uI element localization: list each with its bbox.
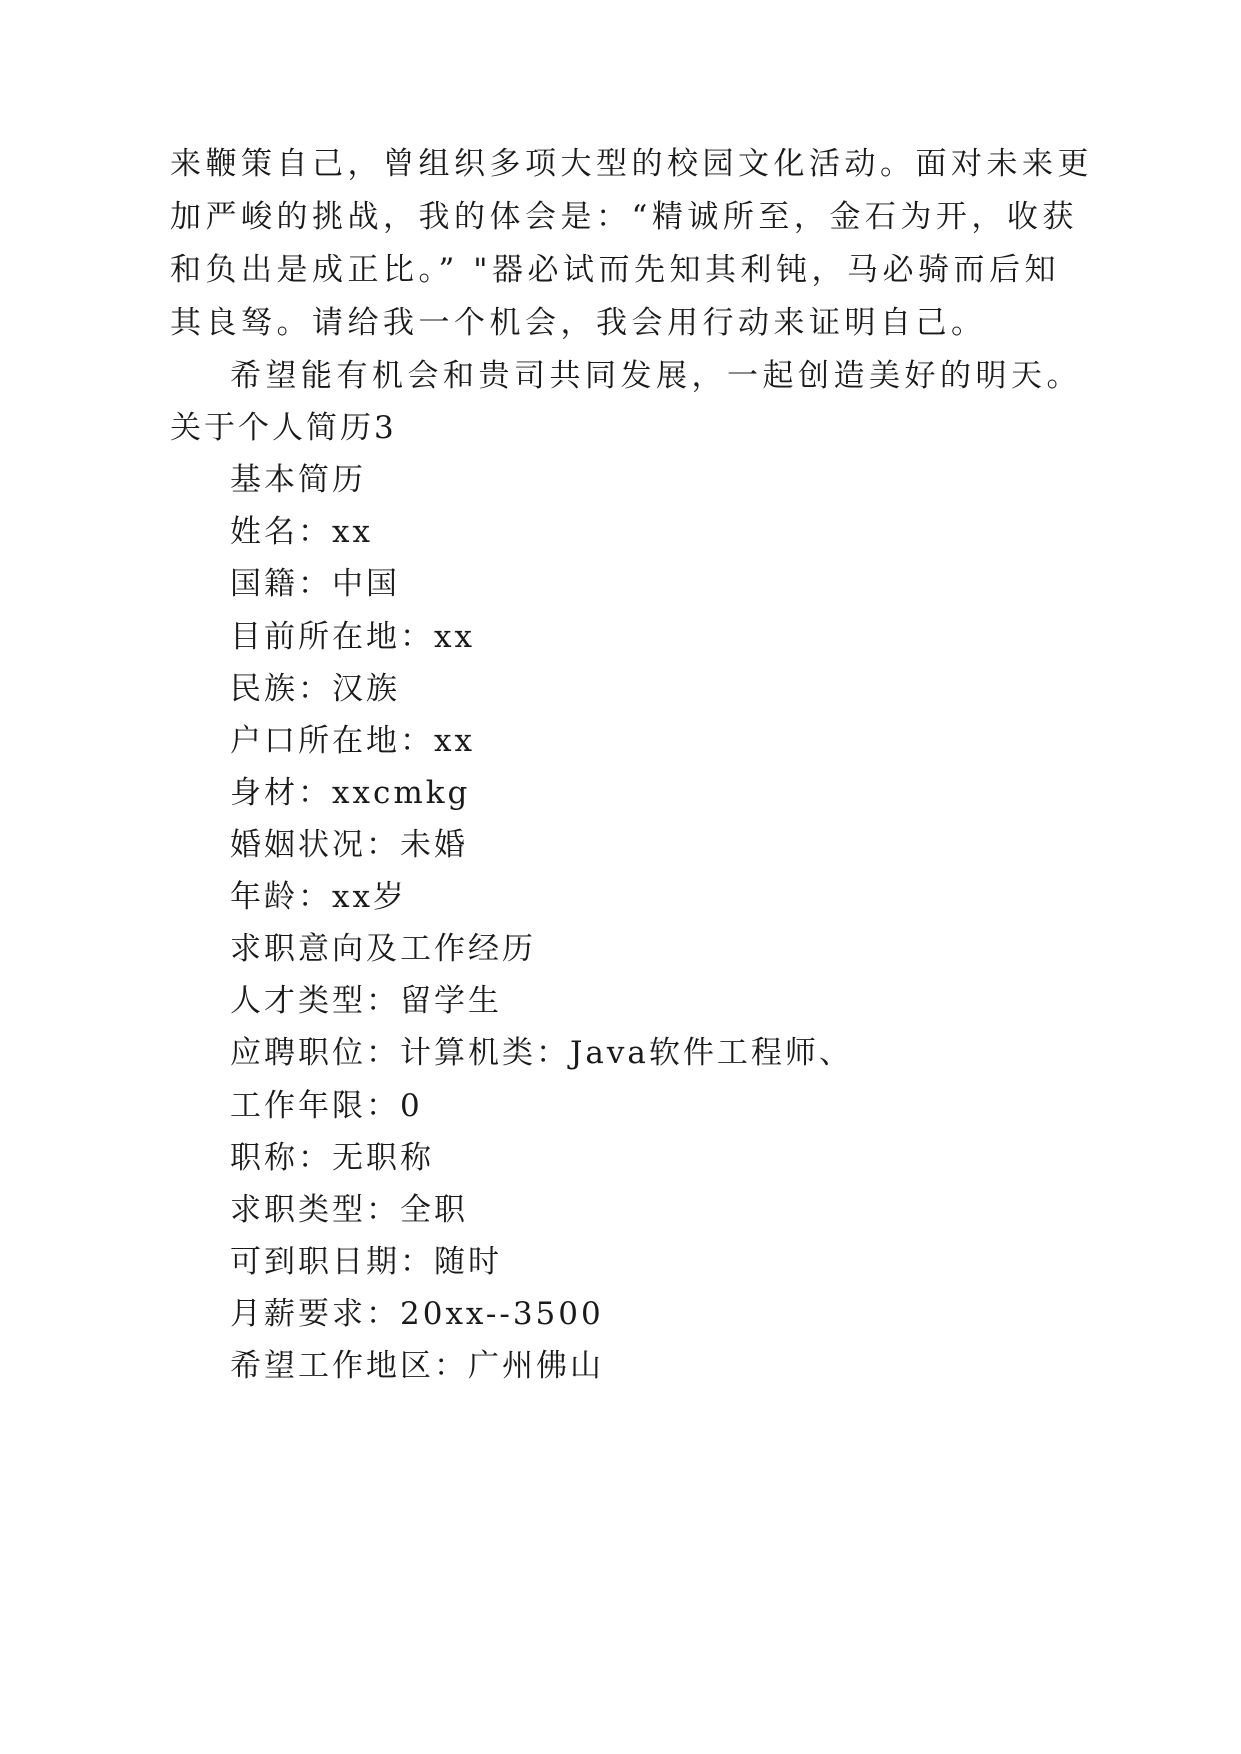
resume-item: 希望工作地区：广州佛山 — [230, 1348, 604, 1384]
resume-item: 年龄：xx岁 — [230, 879, 407, 915]
resume-item: 婚姻状况：未婚 — [230, 827, 468, 863]
resume-item: 应聘职位：计算机类：Java软件工程师、 — [230, 1035, 853, 1071]
resume-item: 国籍：中国 — [230, 566, 400, 602]
section-heading: 关于个人简历3 — [170, 410, 397, 446]
resume-item: 职称：无职称 — [230, 1140, 434, 1176]
paragraph-line: 加严峻的挑战，我的体会是：“精诚所至，金石为开，收获 — [170, 199, 1078, 235]
resume-item: 户口所在地：xx — [230, 723, 475, 759]
resume-item: 目前所在地：xx — [230, 619, 475, 655]
resume-item: 身材：xxcmkg — [230, 775, 471, 811]
paragraph-line: 其良驽。请给我一个机会，我会用行动来证明自己。 — [170, 305, 987, 341]
paragraph-line: 和负出是成正比。” "器必试而先知其利钝，马必骑而后知 — [170, 252, 1060, 288]
paragraph-line: 来鞭策自己，曾组织多项大型的校园文化活动。面对未来更 — [170, 146, 1093, 182]
closing-line: 希望能有机会和贵司共同发展，一起创造美好的明天。 — [230, 358, 1082, 394]
resume-item: 月薪要求：20xx--3500 — [230, 1296, 604, 1332]
resume-item: 求职意向及工作经历 — [230, 931, 536, 967]
resume-item: 人才类型：留学生 — [230, 983, 502, 1019]
resume-item: 民族：汉族 — [230, 671, 400, 707]
resume-item: 姓名：xx — [230, 514, 373, 550]
resume-item: 可到职日期：随时 — [230, 1244, 502, 1280]
resume-item: 基本简历 — [230, 462, 366, 498]
resume-item: 工作年限：0 — [230, 1088, 423, 1124]
resume-item: 求职类型：全职 — [230, 1192, 468, 1228]
